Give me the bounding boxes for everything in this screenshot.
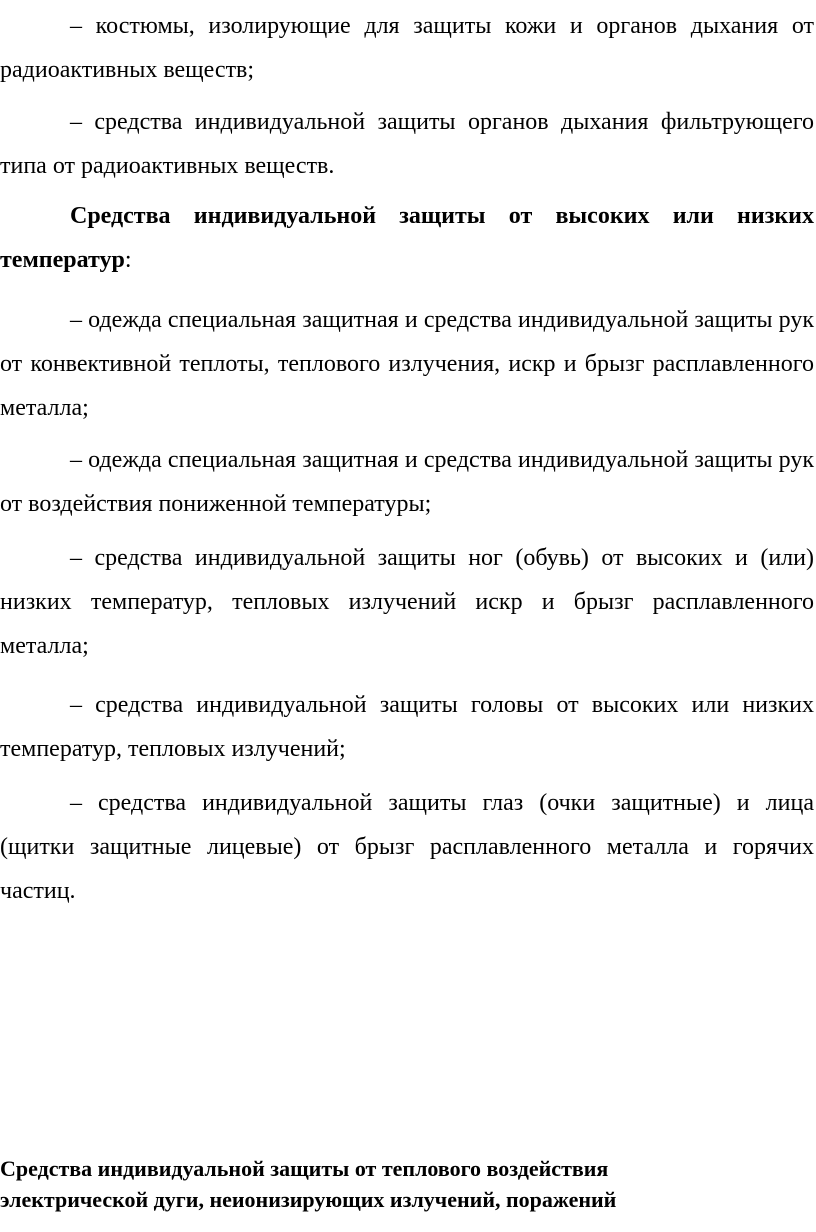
list-item-foot-protection [0, 536, 814, 668]
paragraph-text: – костюмы, изолирующие для защиты кожи и органов дыхания от радиоактивных веществ; [0, 13, 814, 83]
list-item-convective-heat [0, 298, 814, 430]
section-heading-electric-arc [0, 1153, 814, 1215]
paragraph-text: – средства индивидуальной защиты ног (обувь) от высоких и (или) низких температур, тепловых излучений искр и брызг расплавленного металла; [0, 545, 814, 659]
paragraph-text: – средства индивидуальной защиты органов дыхания фильтрующего типа от радиоактивных веществ. [0, 109, 814, 179]
paragraph-text: – одежда специальная защитная и средства индивидуальной защиты рук от конвективной теплоты, теплового излучения, искр и брызг расплавленного металла; [0, 307, 814, 421]
list-item-eye-face-protection [0, 781, 814, 913]
list-item-head-protection [0, 683, 814, 771]
paragraph-text: – средства индивидуальной защиты глаз (очки защитные) и лица (щитки защитные лицевые) от брызг расплавленного металла и горячих частиц. [0, 790, 814, 904]
paragraph-text: – одежда специальная защитная и средства индивидуальной защиты рук от воздействия пониженной температуры; [0, 447, 814, 517]
paragraph-text: – средства индивидуальной защиты головы от высоких или низких температур, тепловых излучений; [0, 692, 814, 762]
heading-line-2: электрической дуги, неионизирующих излучений, поражений [0, 1187, 617, 1212]
section-heading-temperature [0, 194, 814, 282]
section-label-colon: : [124, 247, 132, 273]
section-label: Средства индивидуальной защиты от высоких или низких температур [0, 203, 814, 273]
list-item-insulating-suits [0, 4, 814, 92]
heading-line-1: Средства индивидуальной защиты от теплового воздействия [0, 1156, 609, 1181]
list-item-respiratory-filter [0, 100, 814, 188]
list-item-low-temperature [0, 438, 814, 526]
